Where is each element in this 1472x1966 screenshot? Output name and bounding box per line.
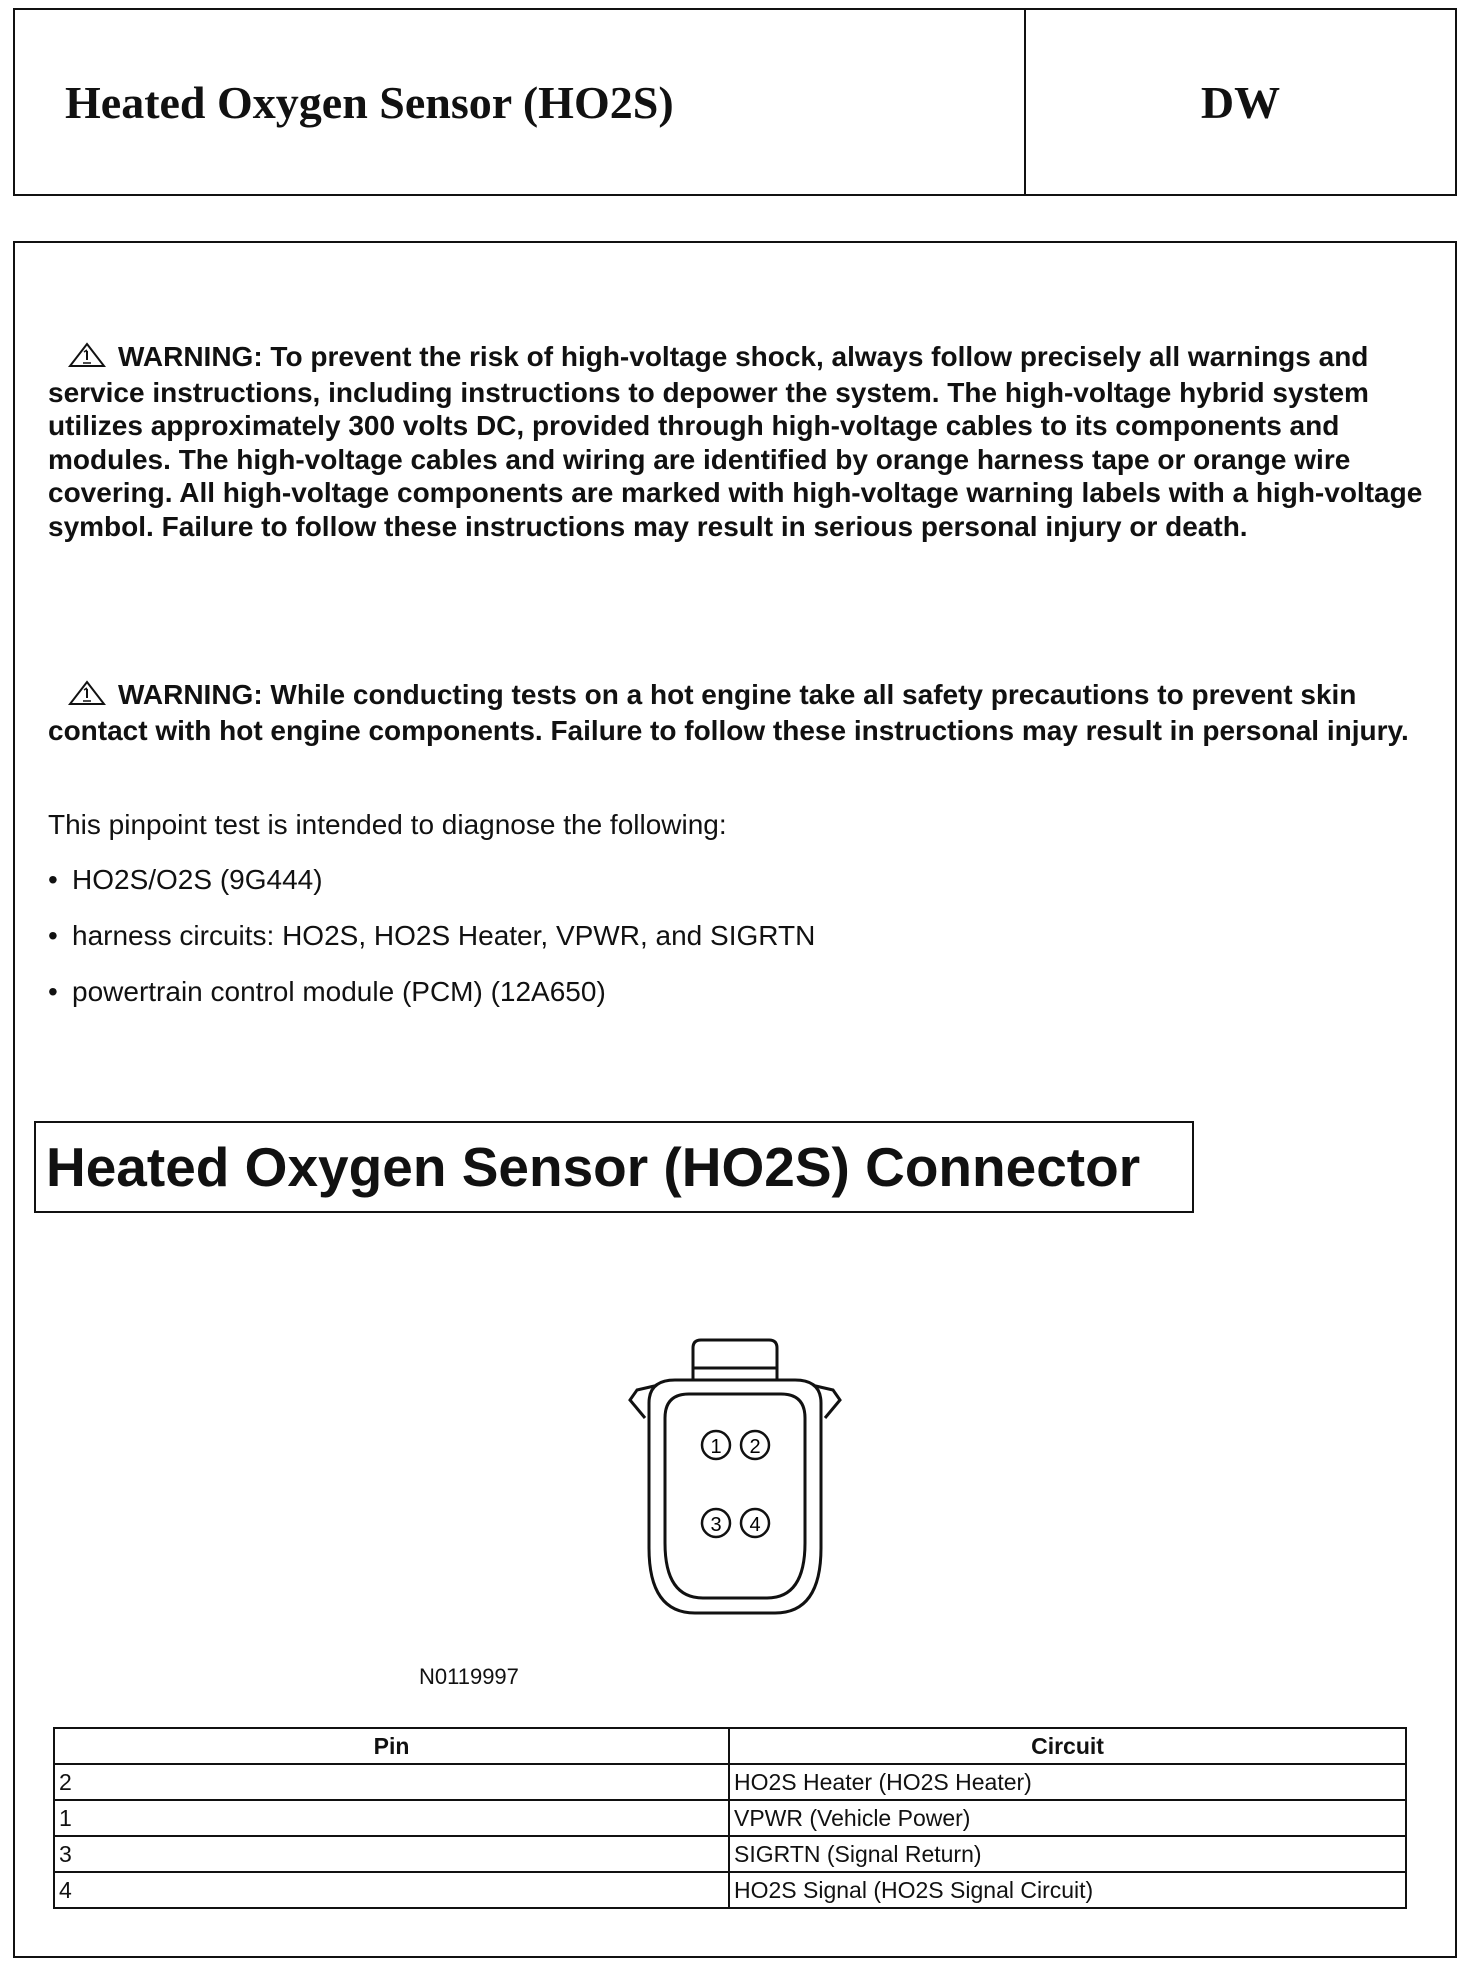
connector-section-title: Heated Oxygen Sensor (HO2S) Connector — [34, 1121, 1194, 1213]
table-row — [54, 1800, 1406, 1836]
table-header-row — [54, 1728, 1406, 1764]
content-frame — [13, 241, 1457, 1958]
column-header-pin: Pin — [54, 1728, 729, 1764]
pin-cell: 4 — [54, 1872, 729, 1908]
warning-triangle-icon — [68, 680, 106, 714]
page-header — [13, 8, 1457, 196]
circuit-cell: HO2S Heater (HO2S Heater) — [729, 1764, 1406, 1800]
column-header-circuit: Circuit — [729, 1728, 1406, 1764]
pin-circuit-table — [53, 1727, 1407, 1909]
circuit-cell: VPWR (Vehicle Power) — [729, 1800, 1406, 1836]
circuit-cell: SIGRTN (Signal Return) — [729, 1836, 1406, 1872]
warning-text: WARNING: While conducting tests on a hot engine take all safety precautions to prevent skin contact with hot engine components. Failure to follow these instructions may result in personal injury. — [48, 679, 1409, 746]
warning-triangle-icon — [68, 342, 106, 376]
table-row — [54, 1764, 1406, 1800]
hot-engine-warning — [48, 678, 1438, 747]
pin-4-label: 4 — [749, 1514, 761, 1536]
intro-text: This pinpoint test is intended to diagnose the following: — [48, 809, 727, 840]
procedure-code: DW — [1200, 76, 1281, 128]
connector-diagram — [615, 1328, 855, 1633]
pin-cell: 2 — [54, 1764, 729, 1800]
high-voltage-warning — [48, 340, 1438, 543]
diagnosis-list — [48, 865, 815, 1033]
table-row — [54, 1872, 1406, 1908]
warning-text: WARNING: To prevent the risk of high-voltage shock, always follow precisely all warnings and service instructions, including instructions to depower the system. The high-voltage hybrid system utilizes approximately 300 volts DC, provided through high-voltage cables to its components and modules. The high-voltage cables and wiring are identified by orange harness tape or orange wire covering. All high-voltage components are marked with high-voltage warning labels with a high-voltage symbol. Failure to follow these instructions may result in serious personal injury or death. — [48, 341, 1423, 542]
pin-1-label: 1 — [710, 1436, 722, 1458]
pin-3-label: 3 — [710, 1514, 722, 1536]
pin-cell: 1 — [54, 1800, 729, 1836]
figure-id: N0119997 — [419, 1664, 519, 1689]
pin-cell: 3 — [54, 1836, 729, 1872]
circuit-cell: HO2S Signal (HO2S Signal Circuit) — [729, 1872, 1406, 1908]
table-row — [54, 1836, 1406, 1872]
list-item: • HO2S/O2S (9G444) — [48, 864, 323, 895]
list-item: • powertrain control module (PCM) (12A650) — [48, 976, 606, 1007]
list-item: • harness circuits: HO2S, HO2S Heater, VPWR, and SIGRTN — [48, 920, 816, 951]
page-title: Heated Oxygen Sensor (HO2S) — [15, 10, 1026, 194]
pin-2-label: 2 — [749, 1436, 761, 1458]
